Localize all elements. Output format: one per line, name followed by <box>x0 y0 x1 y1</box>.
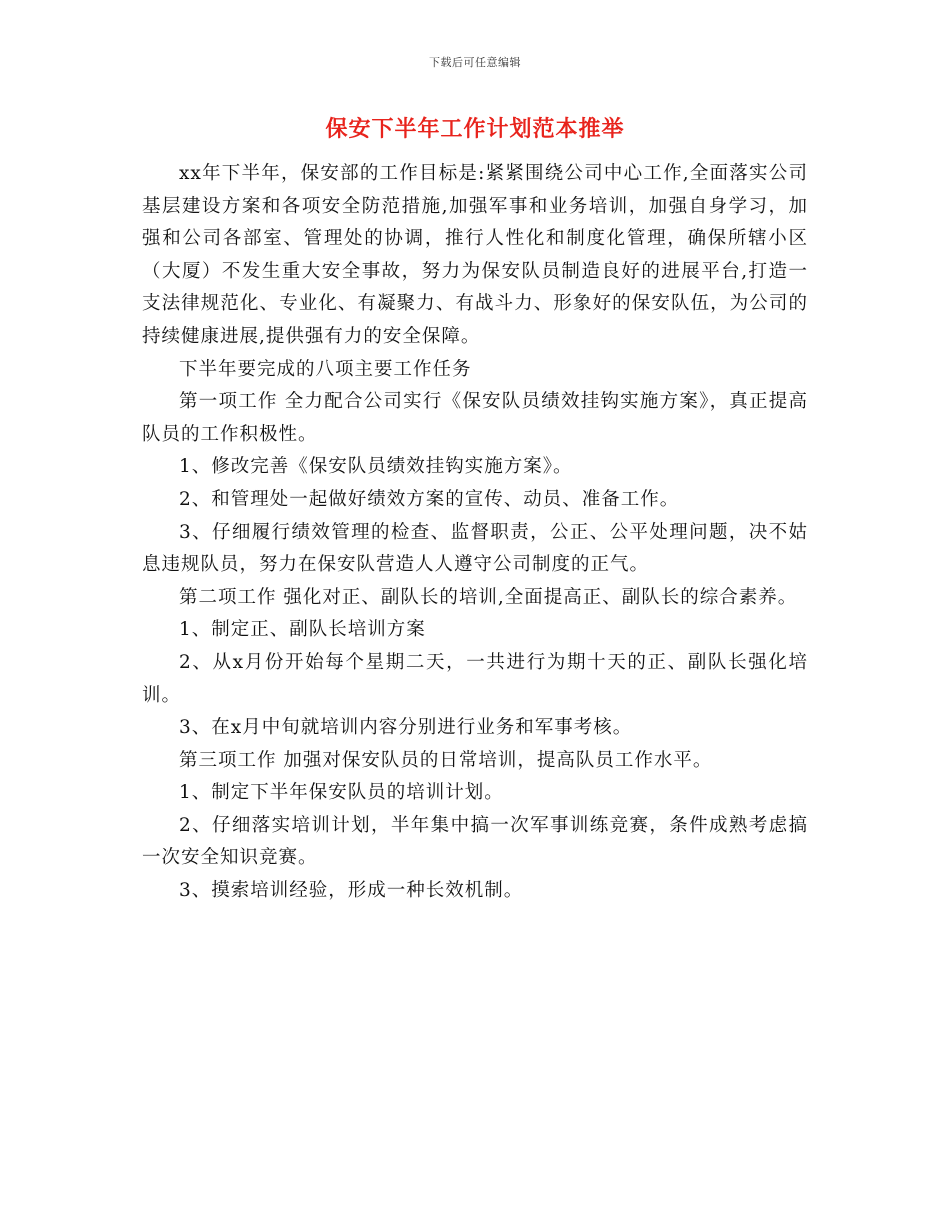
paragraph-task-1-item-1: 1、修改完善《保安队员绩效挂钩实施方案》。 <box>179 456 573 478</box>
paragraph-task-3-item-3: 3、摸索培训经验，形成一种长效机制。 <box>179 880 524 902</box>
document-title: 保安下半年工作计划范本推举 <box>325 116 625 142</box>
paragraph-task-2-item-1: 1、制定正、副队长培训方案 <box>179 619 426 641</box>
paragraph-task-3-item-2: 2、仔细落实培训计划，半年集中搞一次军事训练竞赛，条件成熟考虑搞一次安全知识竞赛。 <box>142 814 808 869</box>
paragraph-task-2-item-2: 2、从x月份开始每个星期二天，一共进行为期十天的正、副队长强化培训。 <box>142 651 808 706</box>
header-note: 下载后可任意编辑 <box>429 56 521 69</box>
document-body <box>142 158 808 908</box>
paragraph-task-overview: 下半年要完成的八项主要工作任务 <box>179 358 472 380</box>
paragraph-task-2-item-3: 3、在x月中旬就培训内容分别进行业务和军事考核。 <box>179 717 633 739</box>
paragraph-task-1-item-3: 3、仔细履行绩效管理的检查、监督职责，公正、公平处理问题，决不姑息违规队员，努力在保安队营造人人遵守公司制度的正气。 <box>142 521 808 576</box>
paragraph-task-3-heading: 第三项工作 加强对保安队员的日常培训，提高队员工作水平。 <box>179 749 713 771</box>
paragraph-task-1-item-2: 2、和管理处一起做好绩效方案的宣传、动员、准备工作。 <box>179 488 680 510</box>
paragraph-intro: xx年下半年，保安部的工作目标是:紧紧围绕公司中心工作,全面落实公司基层建设方案和各项安全防范措施,加强军事和业务培训，加强自身学习，加强和公司各部室、管理处的协调，推行人性化和制度化管理，确保所辖小区（大厦）不发生重大安全事故，努力为保安队员制造良好的进展平台,打造一支法律规范化、专业化、有凝聚力、有战斗力、形象好的保安队伍，为公司的持续健康进展,提供强有力的安全保障。 <box>142 163 808 347</box>
paragraph-task-2-heading: 第二项工作 强化对正、副队长的培训,全面提高正、副队长的综合素养。 <box>179 586 798 608</box>
paragraph-task-3-item-1: 1、制定下半年保安队员的培训计划。 <box>179 782 504 804</box>
paragraph-task-1-heading: 第一项工作 全力配合公司实行《保安队员绩效挂钩实施方案》，真正提高队员的工作积极性。 <box>142 391 808 445</box>
